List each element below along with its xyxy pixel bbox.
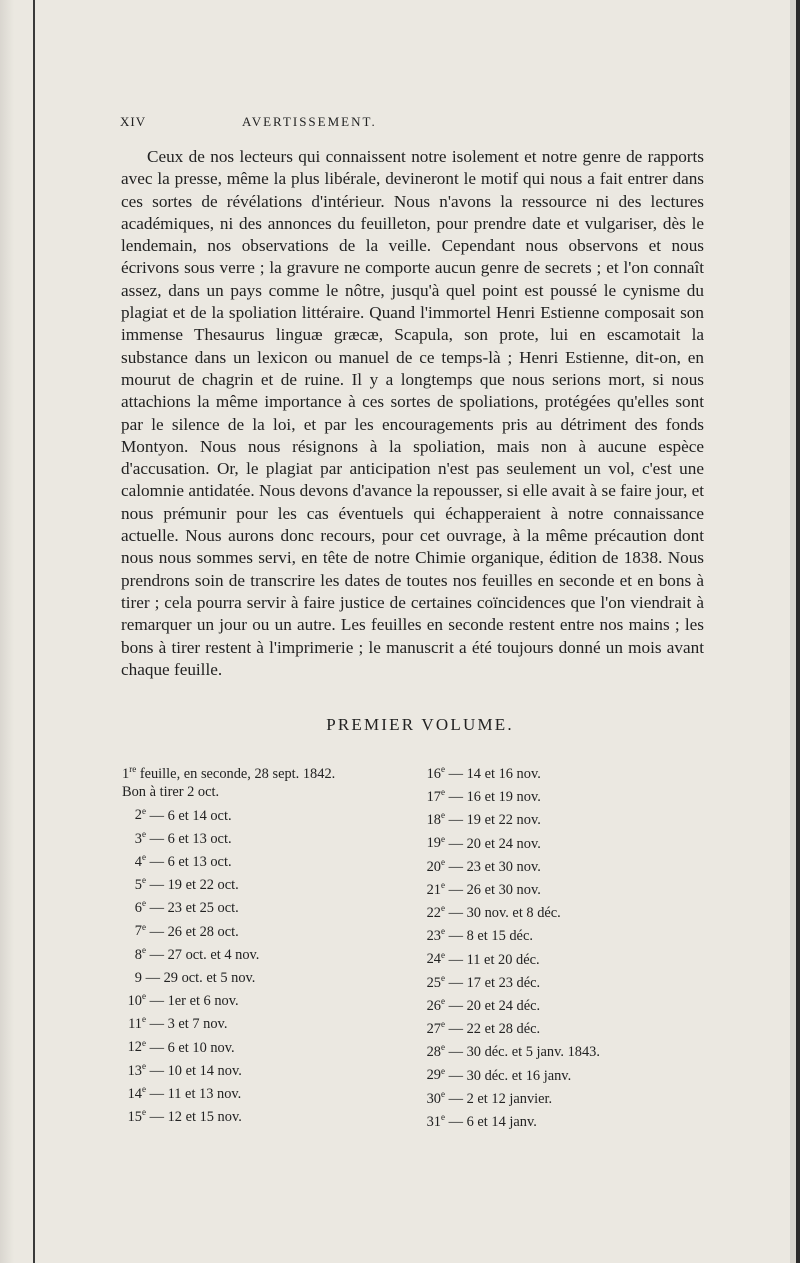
sheet-dates: — 17 et 23 déc. xyxy=(448,974,541,991)
sheet-number: 26 xyxy=(426,997,441,1014)
sheet-dates: — 22 et 28 déc. xyxy=(448,1021,541,1038)
sheet-dates: — 6 et 13 oct. xyxy=(149,830,232,847)
sheet-dates: — 20 et 24 déc. xyxy=(448,997,541,1014)
sheet-entry xyxy=(122,894,422,917)
sheet-number: 5 xyxy=(134,877,142,894)
sheet-entry xyxy=(421,969,721,992)
sheet-entry xyxy=(421,922,721,945)
sheet-dates: — 23 et 30 nov. xyxy=(448,858,541,875)
sheet-ordinal: e xyxy=(441,1065,445,1076)
sheet-entry-first-sub: Bon à tirer 2 oct. xyxy=(122,784,220,801)
sheet-entry xyxy=(122,825,422,848)
sheet-number: 4 xyxy=(134,853,142,870)
sheet-dates: — 20 et 24 nov. xyxy=(448,835,541,852)
sheet-ordinal: e xyxy=(441,972,445,983)
sheet-dates: — 19 et 22 nov. xyxy=(448,812,541,829)
sheet-number: 16 xyxy=(426,765,441,782)
sheet-ordinal: e xyxy=(142,944,146,955)
sheet-list-right xyxy=(421,760,721,1131)
sheet-ordinal: e xyxy=(142,1037,146,1048)
sheet-dates: — 19 et 22 oct. xyxy=(149,877,239,894)
sheet-number: 28 xyxy=(426,1044,441,1061)
sheet-number: 12 xyxy=(127,1039,142,1056)
sheet-number: 8 xyxy=(134,946,142,963)
sheet-ordinal: e xyxy=(441,856,445,867)
sheet-dates: — 26 et 30 nov. xyxy=(448,881,541,898)
sheet-entry xyxy=(421,992,721,1015)
sheet-dates: — 30 nov. et 8 déc. xyxy=(448,905,561,922)
sheet-ordinal: e xyxy=(441,833,445,844)
sheet-number: 15 xyxy=(127,1109,142,1126)
sheet-dates: — 30 déc. et 5 janv. 1843. xyxy=(448,1044,600,1061)
sheet-number: 31 xyxy=(426,1113,441,1130)
sheet-dates: — 2 et 12 janvier. xyxy=(448,1090,553,1107)
sheet-entry xyxy=(421,783,721,806)
sheet-dates: — 12 et 15 nov. xyxy=(149,1109,242,1126)
sheet-entry xyxy=(122,871,422,894)
page-header xyxy=(120,114,720,134)
sheet-number: 24 xyxy=(426,951,441,968)
sheet-number: 11 xyxy=(128,1016,142,1033)
sheet-entry xyxy=(421,876,721,899)
sheet-entry xyxy=(421,830,721,853)
sheet-dates: — 16 et 19 nov. xyxy=(448,789,541,805)
sheet-entry xyxy=(122,964,422,987)
sheet-number: 14 xyxy=(127,1085,142,1102)
sheet-entry xyxy=(122,1080,422,1103)
sheet-entry xyxy=(122,1103,422,1126)
sheet-ordinal: re xyxy=(129,764,137,774)
sheet-entry xyxy=(122,987,422,1010)
sheet-entry xyxy=(421,1015,721,1038)
sheet-entry xyxy=(421,1062,721,1085)
sheet-entry xyxy=(421,899,721,922)
sheet-number: 2 xyxy=(134,807,142,824)
sheet-dates: — 30 déc. et 16 janv. xyxy=(448,1067,572,1084)
sheet-ordinal: e xyxy=(142,1084,146,1095)
sheet-ordinal: e xyxy=(441,1019,445,1030)
sheet-ordinal: e xyxy=(142,1060,146,1071)
sheet-dates: — 11 et 20 déc. xyxy=(448,951,540,968)
scan-edge-right xyxy=(790,0,800,1263)
sheet-ordinal: e xyxy=(441,1088,445,1099)
sheet-entry xyxy=(122,848,422,871)
sheet-number: 22 xyxy=(426,905,441,922)
sheet-number: 27 xyxy=(426,1021,441,1038)
sheet-ordinal: e xyxy=(441,926,445,937)
sheet-ordinal: e xyxy=(441,949,445,960)
sheet-dates: feuille, en seconde, 28 sept. 1842. xyxy=(139,765,336,782)
sheet-entry xyxy=(421,760,721,783)
sheet-dates: — 1er et 6 nov. xyxy=(149,993,239,1010)
sheet-ordinal: e xyxy=(142,875,146,886)
sheet-number: 25 xyxy=(426,974,441,991)
sheet-dates: — 14 et 16 nov. xyxy=(448,765,541,782)
sheet-entry xyxy=(122,1010,422,1033)
page-number: XIV xyxy=(120,114,147,129)
sheet-entry xyxy=(122,918,422,941)
sheet-ordinal: e xyxy=(142,1014,146,1025)
sheet-number: 29 xyxy=(426,1067,441,1084)
sheet-number: 18 xyxy=(426,812,441,829)
sheet-dates: — 3 et 7 nov. xyxy=(149,1016,228,1033)
sheet-entry xyxy=(421,853,721,876)
sheet-number: 21 xyxy=(426,881,441,898)
section-title: PREMIER VOLUME. xyxy=(326,715,514,734)
sheet-ordinal: e xyxy=(142,852,146,863)
sheet-ordinal: e xyxy=(441,810,445,821)
sheet-list-left xyxy=(122,760,422,1126)
sheet-entry xyxy=(421,1108,721,1131)
sheet-entry xyxy=(122,1057,422,1080)
sheet-number: 3 xyxy=(134,830,142,847)
sheet-ordinal: e xyxy=(142,921,146,932)
sheet-entry xyxy=(122,1034,422,1057)
scan-edge-left xyxy=(0,0,14,1263)
running-title: AVERTISSEMENT. xyxy=(242,114,377,129)
sheet-dates: — 26 et 28 oct. xyxy=(149,923,239,940)
sheet-dates: — 8 et 15 déc. xyxy=(448,928,533,945)
sheet-ordinal: e xyxy=(142,828,146,839)
sheet-entry xyxy=(421,1038,721,1061)
sheet-number: 1 xyxy=(122,765,130,782)
sheet-dates: — 6 et 14 oct. xyxy=(149,807,232,824)
sheet-number: 23 xyxy=(426,928,441,945)
sheet-ordinal: e xyxy=(441,1112,445,1123)
sheet-number: 10 xyxy=(127,993,142,1010)
sheet-number: 6 xyxy=(134,900,142,917)
sheet-ordinal: e xyxy=(142,1107,146,1118)
sheet-dates: — 6 et 14 janv. xyxy=(448,1113,537,1130)
sheet-ordinal: e xyxy=(142,898,146,909)
sheet-ordinal: e xyxy=(441,996,445,1007)
sheet-dates: — 23 et 25 oct. xyxy=(149,900,239,917)
scan-binding-line xyxy=(33,0,35,1263)
sheet-ordinal: e xyxy=(441,764,445,774)
sheet-number: 13 xyxy=(127,1062,142,1079)
sheet-number: 20 xyxy=(426,858,441,875)
sheet-dates: — 29 oct. et 5 nov. xyxy=(145,969,256,986)
sheet-dates: — 10 et 14 nov. xyxy=(149,1062,242,1079)
sheet-ordinal: e xyxy=(441,880,445,891)
sheet-number: 17 xyxy=(426,789,441,805)
sheet-entry xyxy=(122,802,422,825)
sheet-dates: — 6 et 13 oct. xyxy=(149,853,232,870)
sheet-ordinal: e xyxy=(441,787,445,798)
sheet-dates: — 27 oct. et 4 nov. xyxy=(149,946,260,963)
sheet-ordinal: e xyxy=(441,1042,445,1053)
sheet-ordinal: e xyxy=(142,991,146,1002)
sheet-dates: — 6 et 10 nov. xyxy=(149,1039,235,1056)
sheet-number: 19 xyxy=(426,835,441,852)
sheet-entry xyxy=(421,1085,721,1108)
body-paragraph: Ceux de nos lecteurs qui connaissent notre isolement et notre genre de rapports avec la presse, même la plus libérale, devineront le motif qui nous a fait entrer dans ces sortes de révélations d'intérieur. Nous n'avons la ressource ni des lectures académiques, ni des annonces du feuilleton, pour prendre date et vulgariser, dès le lendemain, nos observations de la veille. Cependant nous observons et nous écrivons sous verre ; la gravure ne comporte aucun genre de secrets ; et l'on connaît assez, dans un pays comme le nôtre, jusqu'à quel point est poussé le cynisme du plagiat et de la spoliation littéraire. Quand l'immortel Henri Estienne composait son immense Thesaurus linguæ græcæ, Scapula, son prote, lui en escamotait la substance dans un lexicon ou manuel de ce temps-là ; Henri Estienne, dit-on, en mourut de chagrin et de ruine. Il y a longtemps que nous serions mort, si nous attachions la même importance à ces sortes de spoliations, protégées qu'elles sont par le silence de la loi, et par les encouragements pris au détriment des fonds Montyon. Nous nous résignons à la spoliation, mais non à aucune espèce d'accusation. Or, le plagiat par anticipation n'est pas seulement un vol, c'est une calomnie antidatée. Nous devons d'avance la repousser, si elle avait à se faire jour, et nous prémunir pour les cas éventuels qui échapperaient à notre connaissance actuelle. Nous aurons donc recours, pour cet ouvrage, à la même précaution dont nous nous sommes servi, en tête de notre Chimie organique, édition de 1838. Nous prendrons soin de transcrire les dates de toutes nos feuilles en seconde et en bons à tirer ; cela pourra servir à faire justice de certaines coïncidences que l'on viendrait à remarquer un jour ou un autre. Les feuilles en seconde restent entre nos mains ; les bons à tirer restent à l'imprimerie ; le manuscrit a été toujours donné un mois avant chaque feuille. xyxy=(121,147,704,679)
sheet-number: 30 xyxy=(426,1090,441,1107)
sheet-entry-first xyxy=(122,760,422,783)
sheet-dates: — 11 et 13 nov. xyxy=(149,1085,242,1102)
sheet-ordinal: e xyxy=(441,903,445,914)
sheet-entry xyxy=(122,941,422,964)
sheet-number: 7 xyxy=(134,923,142,940)
sheet-number: 9 xyxy=(134,969,142,986)
sheet-entry xyxy=(421,806,721,829)
sheet-ordinal: e xyxy=(142,805,146,816)
sheet-entry xyxy=(421,946,721,969)
